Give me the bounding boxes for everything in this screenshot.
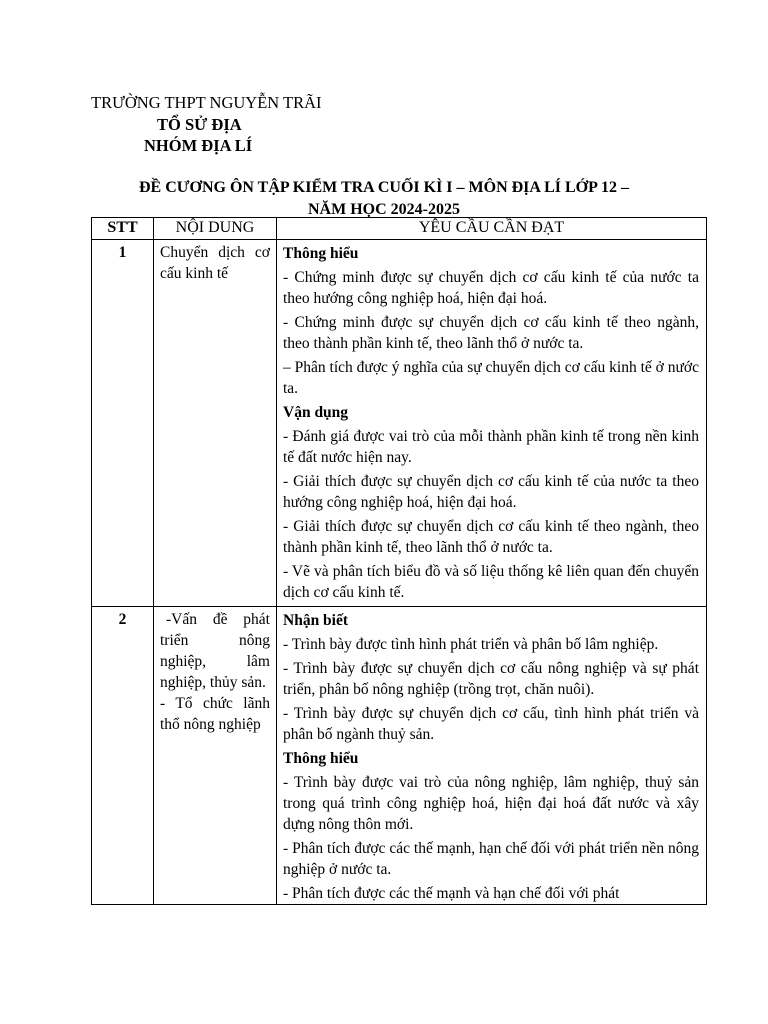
content-topic-1: -Vấn đề phát triển nông nghiệp, lâm nghiệp, thủy sản. <box>160 611 270 691</box>
row-number: 1 <box>92 240 154 607</box>
header-requirements: YÊU CẦU CẦN ĐẠT <box>277 218 707 240</box>
title-line-1: ĐỀ CƯƠNG ÔN TẬP KIỂM TRA CUỐI KÌ I – MÔN ĐỊA LÍ LỚP 12 – <box>139 179 629 196</box>
row-requirements <box>277 240 707 607</box>
requirement-item: - Giải thích được sự chuyển dịch cơ cấu kinh tế theo ngành, theo thành phần kinh tế, theo lãnh thổ ở nước ta. <box>283 518 699 556</box>
table-row <box>92 607 707 905</box>
requirement-item: - Phân tích được các thế mạnh, hạn chế đối với phát triển nền nông nghiệp ở nước ta. <box>283 840 699 878</box>
header-content: NỘI DUNG <box>154 218 277 240</box>
row-requirements <box>277 607 707 905</box>
title-line-2: NĂM HỌC 2024-2025 <box>308 201 460 218</box>
section-heading: Thông hiểu <box>283 750 359 767</box>
requirement-item: - Chứng minh được sự chuyển dịch cơ cấu kinh tế của nước ta theo hướng công nghiệp hoá, hiện đại hoá. <box>283 269 699 307</box>
section-heading: Nhận biết <box>283 612 349 629</box>
section-heading: Vận dụng <box>283 404 349 421</box>
requirement-item: - Trình bày được sự chuyển dịch cơ cấu, tình hình phát triển và phân bố ngành thuỷ sản. <box>283 705 699 743</box>
requirement-item: - Trình bày được sự chuyển dịch cơ cấu nông nghiệp và sự phát triển, phân bố nông nghiệp (trồng trọt, chăn nuôi). <box>283 660 699 698</box>
syllabus-table <box>91 217 707 905</box>
department-name: TỔ SỬ ĐỊA <box>157 115 242 134</box>
requirement-item: - Giải thích được sự chuyển dịch cơ cấu kinh tế của nước ta theo hướng công nghiệp hoá, hiện đại hoá. <box>283 473 699 511</box>
header-stt: STT <box>92 218 154 240</box>
group-name: NHÓM ĐỊA LÍ <box>144 136 253 155</box>
document-title <box>92 177 676 221</box>
requirement-item: - Vẽ và phân tích biểu đồ và số liệu thống kê liên quan đến chuyển dịch cơ cấu kinh tế. <box>283 563 699 601</box>
table-header-row <box>92 218 707 240</box>
requirement-item: - Trình bày được tình hình phát triển và phân bố lâm nghiệp. <box>283 636 659 653</box>
content-topic-2: - Tổ chức lãnh thổ nông nghiệp <box>160 695 270 733</box>
requirement-item: - Chứng minh được sự chuyển dịch cơ cấu kinh tế theo ngành, theo thành phần kinh tế, theo lãnh thổ ở nước ta. <box>283 314 699 352</box>
requirement-item: - Phân tích được các thế mạnh và hạn chế đối với phát <box>283 885 620 902</box>
row-content: Chuyển dịch cơ cấu kinh tế <box>154 240 277 607</box>
requirement-item: - Trình bày được vai trò của nông nghiệp, lâm nghiệp, thuỷ sản trong quá trình công nghiệp hoá, hiện đại hoá đất nước và xây dựng nông thôn mới. <box>283 774 699 833</box>
row-content <box>154 607 277 905</box>
table-row <box>92 240 707 607</box>
requirement-item: - Đánh giá được vai trò của mỗi thành phần kinh tế trong nền kinh tế đất nước hiện nay. <box>283 428 699 466</box>
row-number: 2 <box>92 607 154 905</box>
school-name: TRƯỜNG THPT NGUYỄN TRÃI <box>91 93 322 112</box>
section-heading: Thông hiểu <box>283 245 359 262</box>
requirement-item: – Phân tích được ý nghĩa của sự chuyển dịch cơ cấu kinh tế ở nước ta. <box>283 359 699 397</box>
